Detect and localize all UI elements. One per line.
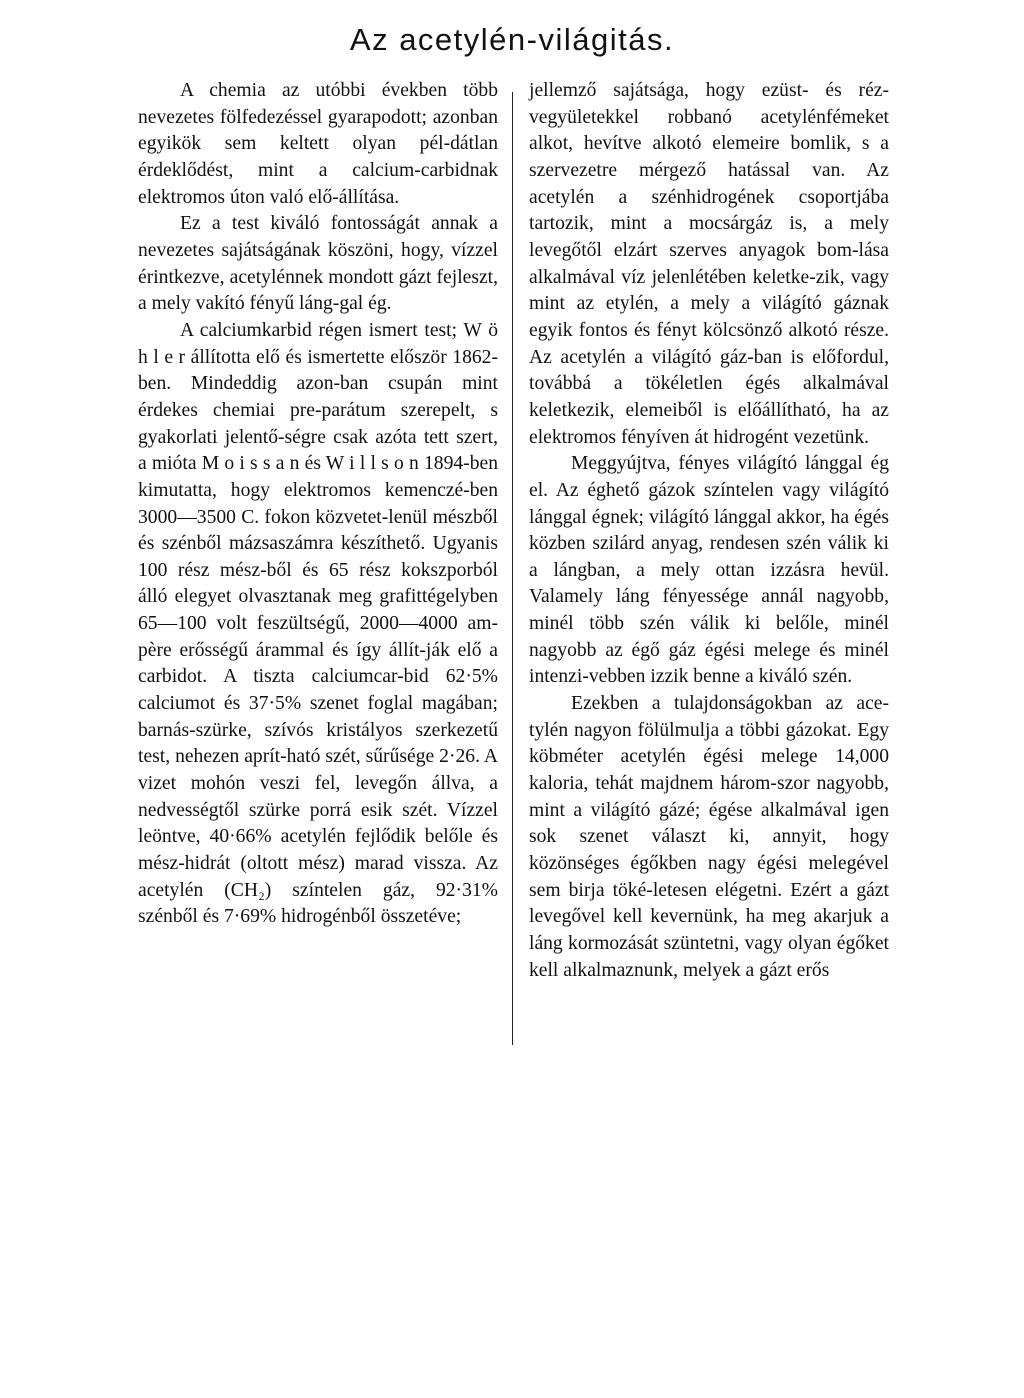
paragraph-flame-luminosity: Meggyújtva, fényes világító lánggal ég el. Az éghető gázok színtelen vagy világító lánggal égnek; világító lánggal akkor, ha égés közben szilárd anyag, rendesen szén válik ki a lángban, a mely ottan izzásra hevül. Valamely láng fényessége annál nagyobb, minél több szén válik ki belőle, minél nagyobb az égő gáz égési melege és minél intenzi-vebben izzik benne a kiváló szén.: [529, 453, 889, 688]
left-column: [138, 78, 498, 931]
page-title: Az acetylén-világitás.: [349, 22, 675, 57]
paragraph-acetylene-heat: Ezekben a tulajdonságokban az ace-tylén nagyon fölülmulja a többi gázokat. Egy köbméter acetylén égési melege 14,000 kaloria, tehát majdnem három-szor nagyobb, mint a világító gázé; égése alkalmával igen sok szenet választ ki, annyit, hogy közönséges égőkben nagy égési melegével sem birja töké-letesen elégetni. Ezért a gázt levegővel kell kevernünk, ha meg akarjuk a láng kormozását szüntetni, vagy olyan égőket kell alkalmaznunk, melyek a gázt erős: [529, 693, 889, 981]
column-divider: [512, 92, 513, 1045]
paragraph-acetylene-properties: jellemző sajátsága, hogy ezüst- és réz-vegyületekkel robbanó acetylénfémeket alkot, hevítve alkotó elemeire bomlik, s a szervezetre mérgező hatással van. Az acetylén a szénhidrogének csoportjába tartozik, mint a mocsárgáz is, a mely levegőtől elzárt szerves anyagok bom-lása alkalmával víz jelenlétében keletke-zik, vagy mint az etylén, a mely a világító gáznak egyik fontos és fényt kölcsönző alkotó része. Az acetylén a világító gáz-ban is előfordul, továbbá a tökéletlen égés alkalmával keletkezik, elemeiből is előállítható, ha az elektromos fényíven át hidrogént vezetünk.: [529, 80, 889, 448]
paragraph-calcium-carbide-intro: A chemia az utóbbi években több nevezetes fölfedezéssel gyarapodott; azonban egyikök sem keltett olyan pél-dátlan érdeklődést, mint a calcium-carbidnak elektromos úton való elő-állítása.: [138, 80, 498, 208]
paragraph-acetylene-importance: Ez a test kiváló fontosságát annak a nevezetes sajátságának köszöni, hogy, vízzel érintkezve, acetylénnek mondott gázt fejleszt, a mely vakító fényű láng-gal ég.: [138, 213, 498, 315]
right-column: [529, 78, 889, 984]
paragraph-carbide-history: A calciumkarbid régen ismert test; W ö h l e r állította elő és ismertette először 1862-ben. Mindeddig azon-ban csupán mint érdekes chemiai pre-parátum szerepelt, s gyakorlati jelentő-ségre csak azóta tett szert, a mióta M o i s s a n és W i l l s o n 1894-ben kimutatta, hogy elektromos kemenczé-ben 3000—3500 C. fokon közvetet-lenül mészből és szénből mázsaszámra készíthető. Ugyanis 100 rész mész-ből és 65 rész kokszporból álló elegyet olvasztanak meg grafittégelyben 65—100 volt feszültségű, 2000—4000 am-père erősségű árammal és így állít-ják elő a carbidot. A tiszta calciumcar-bid 62·5% calciumot és 37·5% szenet foglal magában; barnás-szürke, szívós kristályos szerkezetű test, nehezen aprít-ható szét, sűrűsége 2·26. A vizet mohón veszi fel, levegőn állva, a nedvességtől szürke porrá esik szét. Vízzel leöntve, 40·66% acetylén fejlődik belőle és mész-hidrát (oltott mész) marad vissza. Az acetylén (CH₂) színtelen gáz, 92·31% szénből és 7·69% hidrogénből összetéve;: [138, 319, 498, 928]
